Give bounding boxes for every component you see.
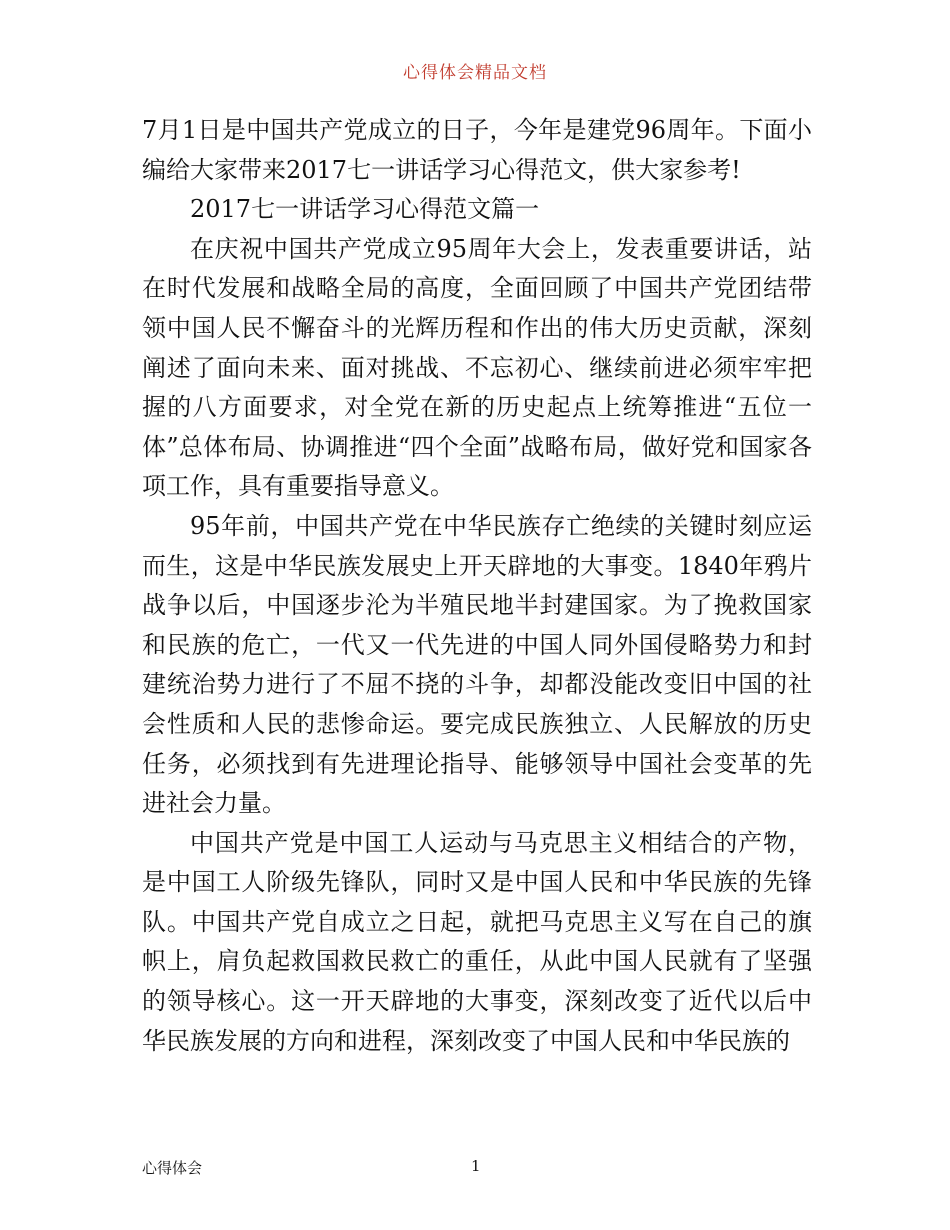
paragraph-1: 在庆祝中国共产党成立95周年大会上，发表重要讲话，站在时代发展和战略全局的高度，全面回顾了中国共产党团结带领中国人民不懈奋斗的光辉历程和作出的伟大历史贡献，深刻阐述了面向未来、面对挑战、不忘初心、继续前进必须牢牢把握的八方面要求，对全党在新的历史起点上统筹推进“五位一体”总体布局、协调推进“四个全面”战略布局，做好党和国家各项工作，具有重要指导意义。 — [142, 234, 812, 501]
page-header-title: 心得体会精品文档 — [403, 63, 547, 83]
footer-label: 心得体会 — [142, 1159, 203, 1177]
paragraph-section-heading: 2017七一讲话学习心得范文篇一 — [190, 195, 540, 224]
page-number: 1 — [471, 1157, 481, 1175]
paragraph-intro: 7月1日是中国共产党成立的日子，今年是建党96周年。下面小编给大家带来2017七一讲话学习心得范文，供大家参考! — [142, 116, 812, 184]
document-body — [142, 111, 812, 1061]
paragraph-3: 中国共产党是中国工人运动与马克思主义相结合的产物，是中国工人阶级先锋队，同时又是中国人民和中华民族的先锋队。中国共产党自成立之日起，就把马克思主义写在自己的旗帜上，肩负起救国救民救亡的重任，从此中国人民就有了坚强的领导核心。这一开天辟地的大事变，深刻改变了近代以后中华民族发展的方向和进程，深刻改变了中国人民和中华民族的 — [142, 828, 812, 1055]
paragraph-2: 95年前，中国共产党在中华民族存亡绝续的关键时刻应运而生，这是中华民族发展史上开天辟地的大事变。1840年鸦片战争以后，中国逐步沦为半殖民地半封建国家。为了挽救国家和民族的危亡，一代又一代先进的中国人同外国侵略势力和封建统治势力进行了不屈不挠的斗争，却都没能改变旧中国的社会性质和人民的悲惨命运。要完成民族独立、人民解放的历史任务，必须找到有先进理论指导、能够领导中国社会变革的先进社会力量。 — [142, 511, 812, 818]
